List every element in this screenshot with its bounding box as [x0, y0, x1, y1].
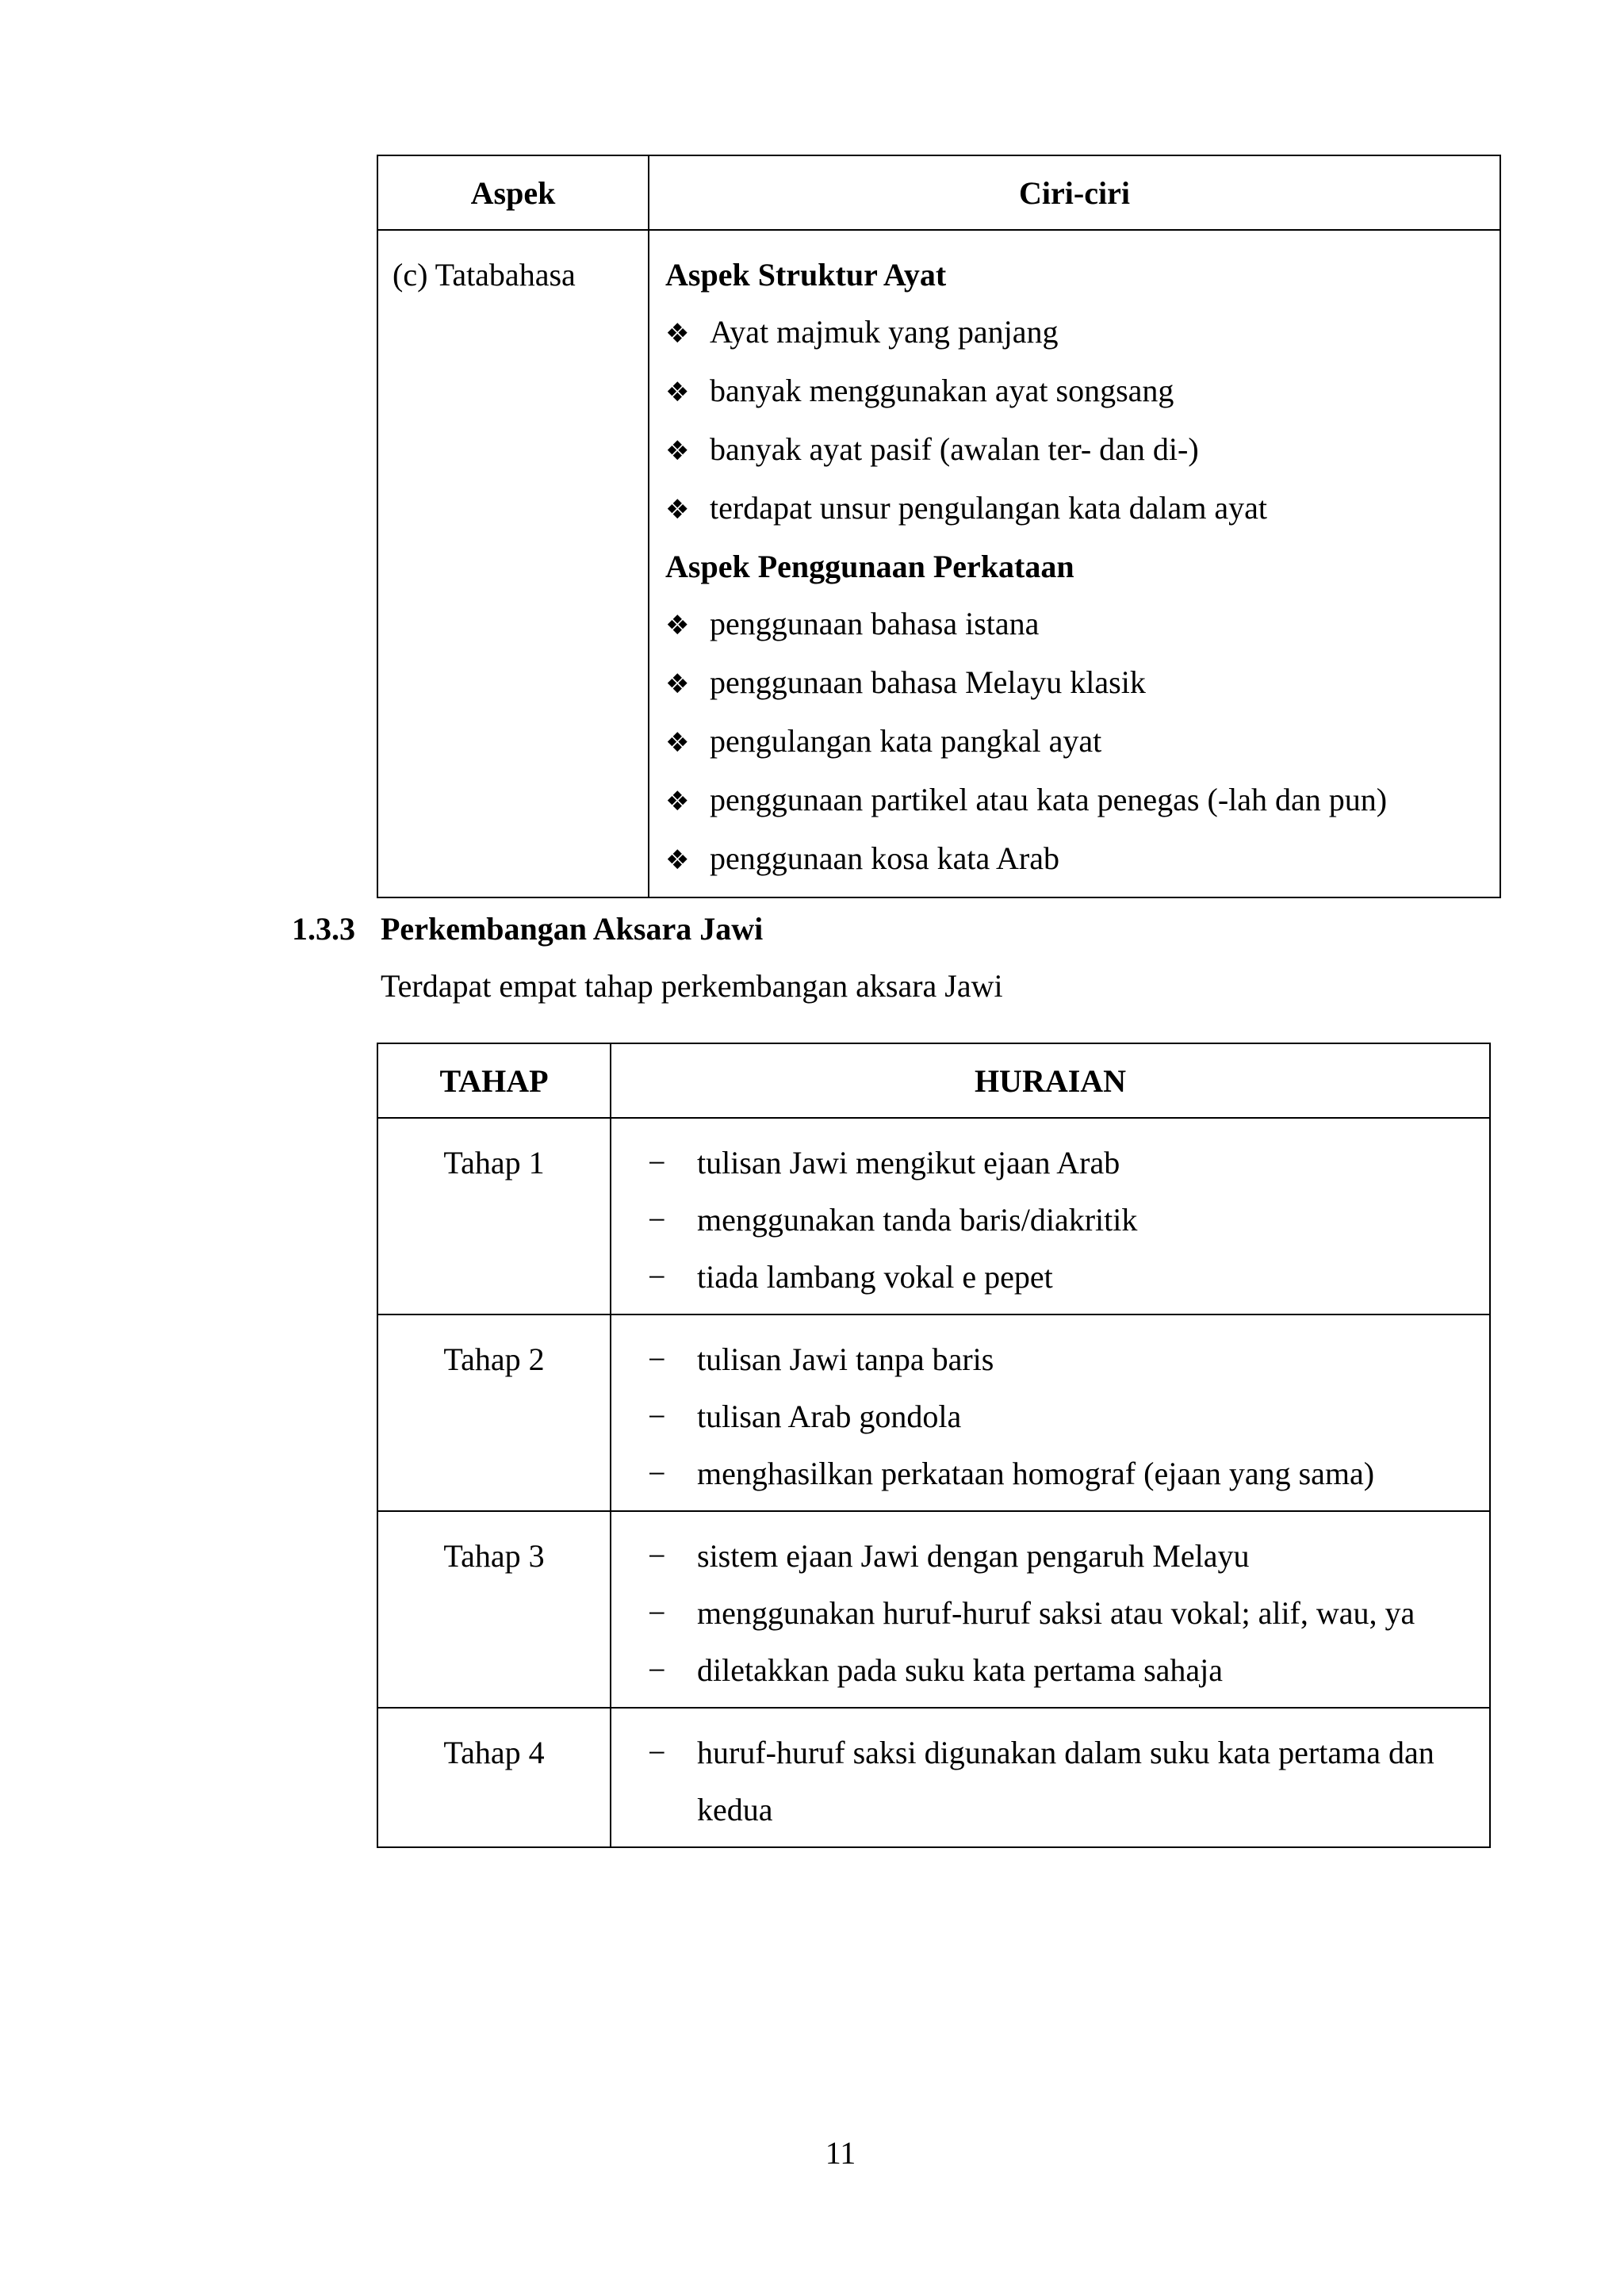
- section-title: Perkembangan Aksara Jawi: [381, 911, 764, 947]
- tahap-cell: Tahap 3: [377, 1511, 611, 1708]
- ciri-table: [377, 155, 1501, 898]
- huraian-cell: [611, 1314, 1490, 1511]
- list-item: − menghasilkan perkataan homograf (ejaan yang sama): [648, 1445, 1489, 1502]
- list-item: − tulisan Arab gondola: [648, 1388, 1489, 1445]
- aspect-cell: (c) Tatabahasa: [377, 230, 649, 897]
- diamond-bullet-icon: ❖: [665, 377, 690, 408]
- column-header-aspek: Aspek: [377, 155, 649, 230]
- table-row: [377, 1314, 1490, 1511]
- dash-bullet-icon: −: [648, 1399, 666, 1434]
- dash-bullet-icon: −: [648, 1341, 666, 1377]
- diamond-bullet-icon: ❖: [665, 786, 690, 817]
- tahap-cell: Tahap 1: [377, 1118, 611, 1314]
- table-header-row: [377, 155, 1500, 230]
- list-item: ❖ penggunaan bahasa istana: [665, 595, 1500, 654]
- list-item: − diletakkan pada suku kata pertama sahaja: [648, 1642, 1489, 1699]
- diamond-bullet-icon: ❖: [665, 435, 690, 467]
- dash-bullet-icon: −: [648, 1202, 666, 1238]
- tahap-cell: Tahap 2: [377, 1314, 611, 1511]
- diamond-bullet-icon: ❖: [665, 494, 690, 526]
- table-row: [377, 1511, 1490, 1708]
- subheading-penggunaan-perkataan: Aspek Penggunaan Perkataan: [665, 549, 1074, 584]
- list-item: − tiada lambang vokal e pepet: [648, 1249, 1489, 1306]
- ciri-cell: [649, 230, 1500, 897]
- diamond-bullet-icon: ❖: [665, 727, 690, 759]
- dash-bullet-icon: −: [648, 1259, 666, 1295]
- list-item: − menggunakan huruf-huruf saksi atau vokal; alif, wau, ya: [648, 1585, 1489, 1642]
- dash-bullet-icon: −: [648, 1456, 666, 1491]
- list-item: ❖ penggunaan partikel atau kata penegas (-lah dan pun): [665, 771, 1500, 830]
- list-item: − huruf-huruf saksi digunakan dalam suku kata pertama dan kedua: [648, 1724, 1489, 1839]
- column-header-huraian: HURAIAN: [611, 1043, 1490, 1118]
- table-row: [377, 230, 1500, 897]
- huraian-cell: [611, 1708, 1490, 1847]
- list-item: − tulisan Jawi tanpa baris: [648, 1331, 1489, 1388]
- dash-bullet-icon: −: [648, 1735, 666, 1770]
- subheading-struktur-ayat: Aspek Struktur Ayat: [665, 257, 947, 293]
- tahap-cell: Tahap 4: [377, 1708, 611, 1847]
- dash-bullet-icon: −: [648, 1538, 666, 1574]
- list-item: ❖ penggunaan kosa kata Arab: [665, 830, 1500, 889]
- dash-bullet-icon: −: [648, 1595, 666, 1631]
- list-item: ❖ pengulangan kata pangkal ayat: [665, 713, 1500, 771]
- diamond-bullet-icon: ❖: [665, 610, 690, 641]
- list-item: ❖ terdapat unsur pengulangan kata dalam ayat: [665, 480, 1500, 538]
- section-heading: [292, 910, 763, 947]
- dash-bullet-icon: −: [648, 1145, 666, 1181]
- list-item: ❖ banyak menggunakan ayat songsang: [665, 362, 1500, 421]
- table-row: [377, 1708, 1490, 1847]
- tahap-table: [377, 1043, 1491, 1848]
- table-header-row: [377, 1043, 1490, 1118]
- list-item: − sistem ejaan Jawi dengan pengaruh Melayu: [648, 1528, 1489, 1585]
- diamond-bullet-icon: ❖: [665, 318, 690, 350]
- section-number: 1.3.3: [292, 911, 355, 947]
- huraian-cell: [611, 1118, 1490, 1314]
- table-row: [377, 1118, 1490, 1314]
- section-intro: Terdapat empat tahap perkembangan aksara Jawi: [381, 968, 1003, 1004]
- huraian-cell: [611, 1511, 1490, 1708]
- list-item: ❖ Ayat majmuk yang panjang: [665, 304, 1500, 362]
- column-header-tahap: TAHAP: [377, 1043, 611, 1118]
- list-item: ❖ banyak ayat pasif (awalan ter- dan di-): [665, 421, 1500, 480]
- page-number: 11: [825, 2135, 856, 2171]
- list-item: − tulisan Jawi mengikut ejaan Arab: [648, 1135, 1489, 1192]
- dash-bullet-icon: −: [648, 1652, 666, 1688]
- list-item: ❖ penggunaan bahasa Melayu klasik: [665, 654, 1500, 713]
- column-header-ciri: Ciri-ciri: [649, 155, 1500, 230]
- diamond-bullet-icon: ❖: [665, 668, 690, 700]
- diamond-bullet-icon: ❖: [665, 844, 690, 876]
- list-item: − menggunakan tanda baris/diakritik: [648, 1192, 1489, 1249]
